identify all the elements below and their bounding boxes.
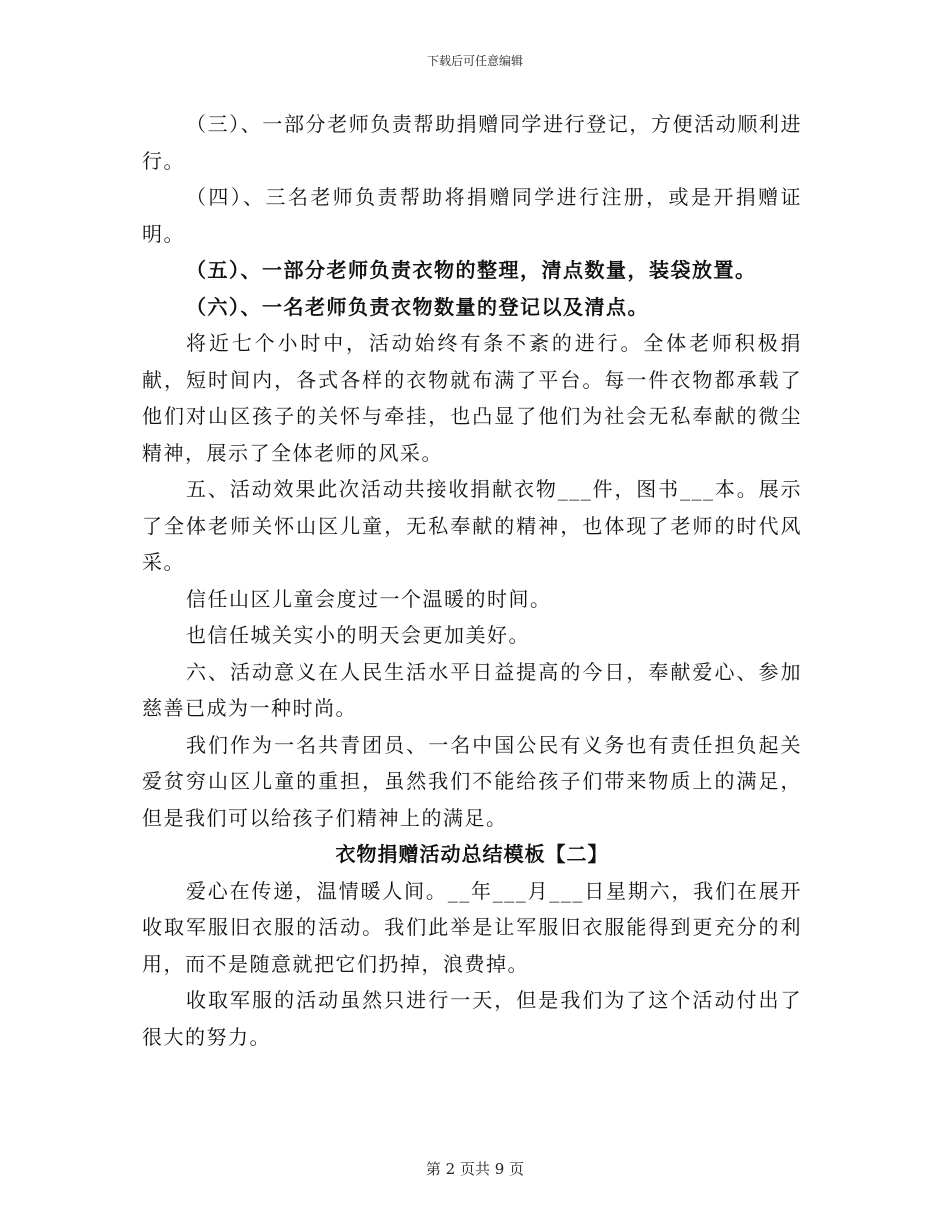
page-footer: 第 2 页共 9 页 [425, 1160, 525, 1178]
paragraph-4: （四）、三名老师负责帮助将捐赠同学进行注册，或是开捐赠证明。 [142, 185, 802, 246]
paragraph-love: 爱心在传递，温情暖人间。__年___月___日星期六，我们在展开收取军服旧衣服的活动。我们此举是让军服旧衣服能得到更充分的利用，而不是随意就把它们扔掉，浪费掉。 [142, 878, 802, 976]
paragraph-5: （五）、一部分老师负责衣物的整理，清点数量，装袋放置。 [186, 258, 757, 282]
paragraph-duty: 我们作为一名共青团员、一名中国公民有义务也有责任担负起关爱贫穷山区儿童的重担，虽然我们不能给孩子们带来物质上的满足，但是我们可以给孩子们精神上的满足。 [142, 732, 802, 830]
paragraph-effort: 收取军服的活动虽然只进行一天，但是我们为了这个活动付出了很大的努力。 [142, 988, 802, 1049]
paragraph-meaning: 六、活动意义在人民生活水平日益提高的今日，奉献爱心、参加慈善已成为一种时尚。 [142, 659, 802, 720]
paragraph-6: （六）、一名老师负责衣物数量的登记以及清点。 [186, 294, 649, 319]
paragraph-effect: 五、活动效果此次活动共接收捐献衣物___件，图书___本。展示了全体老师关怀山区儿童，无私奉献的精神，也体现了老师的时代风采。 [142, 477, 802, 574]
paragraph-3: （三）、一部分老师负责帮助捐赠同学进行登记，方便活动顺利进行。 [142, 112, 802, 173]
section-title: 衣物捐赠活动总结模板【二】 [335, 842, 609, 866]
document-body [142, 106, 802, 1055]
page-header: 下载后可任意编辑 [426, 54, 523, 68]
paragraph-summary: 将近七个小时中，活动始终有条不紊的进行。全体老师积极捐献，短时间内，各式各样的衣物就布满了平台。每一件衣物都承载了他们对山区孩子的关怀与牵挂，也凸显了他们为社会无私奉献的微尘精神，展示了全体老师的风采。 [142, 331, 802, 465]
paragraph-trust-1: 信任山区儿童会度过一个温暖的时间。 [186, 586, 552, 611]
paragraph-trust-2: 也信任城关实小的明天会更加美好。 [186, 623, 530, 647]
